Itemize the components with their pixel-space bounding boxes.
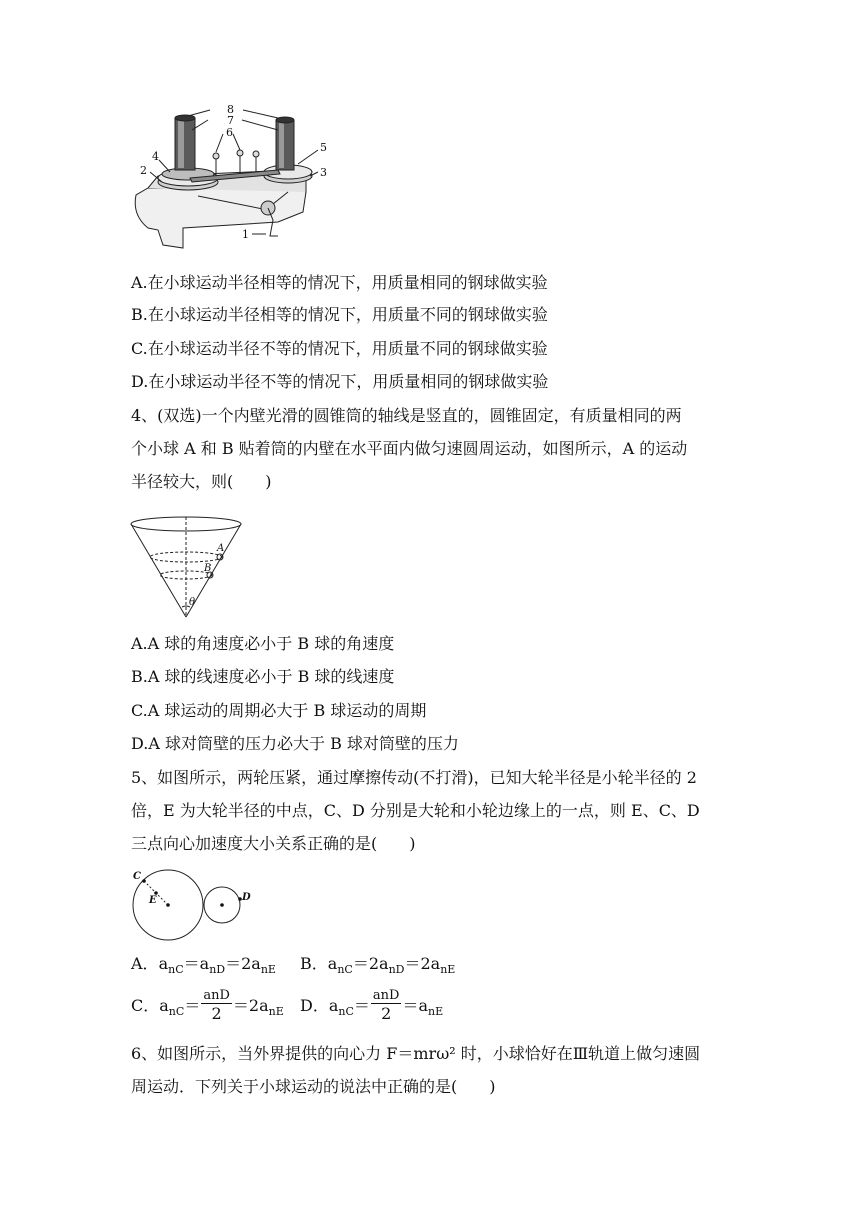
- q6-stem-line-1: 6、如图所示，当外界提供的向心力 F＝mrω² 时，小球恰好在Ⅲ轨道上做匀速圆: [131, 1044, 701, 1063]
- q3-option-a: A.在小球运动半径相等的情况下，用质量相同的钢球做实验: [131, 273, 548, 292]
- q5-option-d-letter: D．: [300, 996, 329, 1015]
- q5-option-a-letter: A．: [131, 954, 159, 973]
- cone-label-theta: θ: [189, 597, 196, 608]
- q5-option-d: D．$a_{nC}=$ $\frac{\text{anD}}{2}$ $=a_{nE}$: [300, 988, 444, 1023]
- q6-stem-line-2: 周运动．下列关于小球运动的说法中正确的是( ): [131, 1077, 496, 1096]
- cone-figure: [128, 515, 248, 625]
- q5-option-c: C．$a_{nC}=$ $\frac{\text{anD}}{2}$ $=2a_{nE}$: [131, 988, 284, 1023]
- cone-label-b: B: [204, 563, 212, 574]
- apparatus-figure: [128, 100, 338, 260]
- q5-stem-line-3: 三点向心加速度大小关系正确的是( ): [131, 834, 416, 853]
- q3-option-c: C.在小球运动半径不等的情况下，用质量不同的钢球做实验: [131, 339, 548, 358]
- wheels-label-d: D: [242, 892, 251, 903]
- q4-option-b: B.A 球的线速度必小于 B 球的线速度: [131, 667, 395, 686]
- q5-option-c-letter: C．: [131, 996, 160, 1015]
- q5-option-c-fraction: $\frac{\text{anD}}{2}$: [203, 988, 230, 1023]
- fig1-label-6: 6: [226, 126, 233, 139]
- fig1-label-3: 3: [320, 166, 327, 179]
- q4-stem-line-2: 个小球 A 和 B 贴着筒的内壁在水平面内做匀速圆周运动，如图所示，A 的运动: [131, 439, 688, 458]
- fig1-label-1: 1: [242, 228, 249, 241]
- wheels-label-c: C: [133, 871, 141, 882]
- q3-option-d: D.在小球运动半径不等的情况下，用质量相同的钢球做实验: [131, 372, 549, 391]
- fig1-label-2: 2: [140, 164, 147, 177]
- q5-stem-line-2: 倍，E 为大轮半径的中点，C、D 分别是大轮和小轮边缘上的一点，则 E、C、D: [131, 801, 700, 820]
- q4-stem-line-3: 半径较大，则( ): [131, 472, 272, 491]
- q4-option-a: A.A 球的角速度必小于 B 球的角速度: [131, 634, 395, 653]
- wheels-label-e: E: [149, 895, 157, 906]
- q5-option-b: B．$a_{nC}=2a_{nD}=2a_{nE}$: [300, 954, 456, 977]
- cone-label-a: A: [217, 543, 225, 554]
- fig1-label-4: 4: [152, 150, 159, 163]
- fig1-label-5: 5: [320, 141, 327, 154]
- q5-stem-line-1: 5、如图所示，两轮压紧，通过摩擦传动(不打滑)，已知大轮半径是小轮半径的 2: [131, 768, 697, 787]
- q4-stem-line-1: 4、(双选)一个内壁光滑的圆锥筒的轴线是竖直的，圆锥固定，有质量相同的两: [131, 406, 682, 425]
- q4-option-d: D.A 球对筒壁的压力必大于 B 球对筒壁的压力: [131, 734, 459, 753]
- q4-option-c: C.A 球运动的周期必大于 B 球运动的周期: [131, 701, 427, 720]
- fig1-label-8: 8: [227, 103, 234, 116]
- q5-option-b-letter: B．: [300, 954, 328, 973]
- wheels-figure: [128, 866, 258, 946]
- q5-option-d-fraction: $\frac{\text{anD}}{2}$: [372, 988, 400, 1023]
- q5-option-a: A．$a_{nC}=a_{nD}=2a_{nE}$: [131, 954, 276, 977]
- fig1-label-7: 7: [227, 114, 234, 127]
- q3-option-b: B.在小球运动半径相等的情况下，用质量不同的钢球做实验: [131, 305, 548, 324]
